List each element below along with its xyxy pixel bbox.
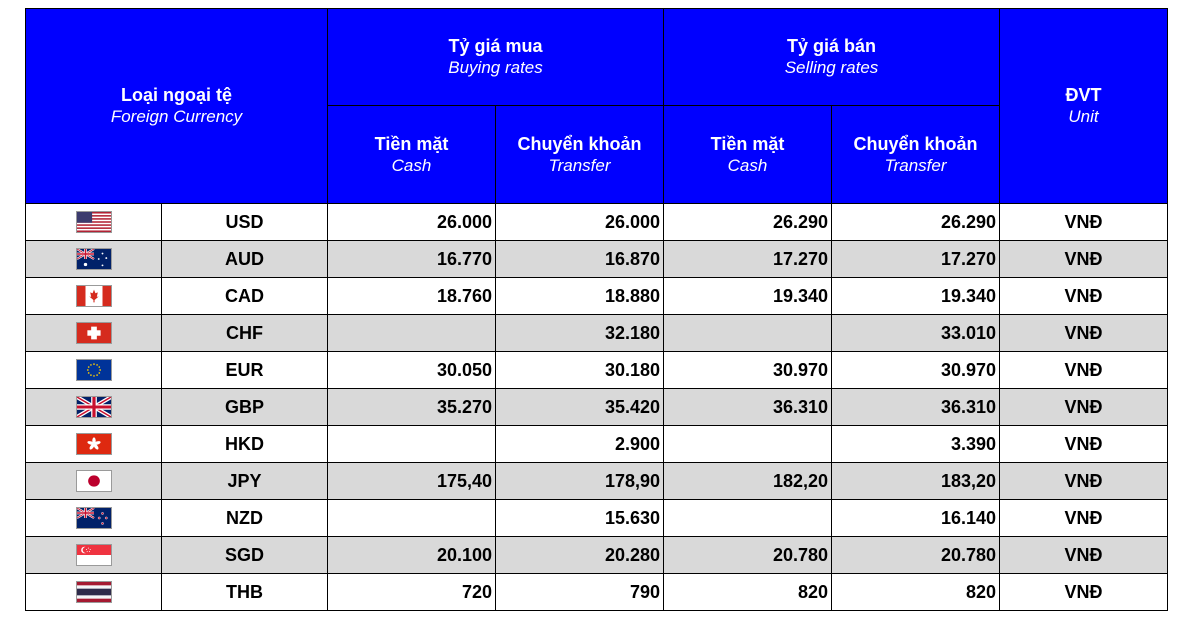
currency-code: EUR [162,352,328,389]
ca-flag-icon [76,285,112,307]
flag-cell [26,463,162,500]
transfer-label-en: Transfer [884,155,947,175]
selling-header-vi: Tỷ giá bán [786,36,876,56]
sell-cash-value [664,500,832,537]
flag-cell [26,204,162,241]
flag-cell [26,352,162,389]
buy-transfer-value: 178,90 [496,463,664,500]
buy-cash-value: 26.000 [328,204,496,241]
sell-transfer-value: 16.140 [832,500,1000,537]
table-row [26,352,1168,389]
jp-flag-icon [76,470,112,492]
sell-cash-value: 36.310 [664,389,832,426]
buy-transfer-value: 18.880 [496,278,664,315]
table-row [26,426,1168,463]
currency-code: NZD [162,500,328,537]
currency-code: HKD [162,426,328,463]
table-row [26,389,1168,426]
sell-cash-value [664,315,832,352]
currency-code: CAD [162,278,328,315]
unit-value: VNĐ [1000,389,1168,426]
transfer-label-en: Transfer [548,155,611,175]
buy-cash-value: 720 [328,574,496,611]
buying-rates-header [328,9,664,106]
flag-cell [26,500,162,537]
table-row [26,500,1168,537]
currency-code: SGD [162,537,328,574]
currency-header-vi: Loại ngoại tệ [120,85,232,105]
sell-transfer-value: 17.270 [832,241,1000,278]
sell-transfer-value: 33.010 [832,315,1000,352]
buy-cash-value: 35.270 [328,389,496,426]
unit-value: VNĐ [1000,352,1168,389]
buy-cash-header [328,106,496,204]
sell-transfer-value: 20.780 [832,537,1000,574]
currency-code: USD [162,204,328,241]
table-row [26,241,1168,278]
au-flag-icon [76,248,112,270]
cash-label-en: Cash [391,155,432,175]
unit-header-vi: ĐVT [1065,85,1102,105]
buy-transfer-value: 32.180 [496,315,664,352]
unit-value: VNĐ [1000,204,1168,241]
buy-cash-value [328,500,496,537]
buy-cash-value: 20.100 [328,537,496,574]
buy-transfer-value: 30.180 [496,352,664,389]
table-row [26,315,1168,352]
buy-transfer-value: 16.870 [496,241,664,278]
currency-code: THB [162,574,328,611]
exchange-rate-board [25,8,1168,611]
buy-transfer-value: 790 [496,574,664,611]
currency-code: CHF [162,315,328,352]
table-row [26,204,1168,241]
cash-label-vi: Tiền mặt [374,133,449,154]
eu-flag-icon [76,359,112,381]
unit-header-en: Unit [1068,107,1099,126]
flag-cell [26,389,162,426]
flag-cell [26,537,162,574]
buy-transfer-header [496,106,664,204]
selling-rates-header [664,9,1000,106]
rate-rows [26,204,1168,611]
unit-value: VNĐ [1000,278,1168,315]
buy-cash-value: 30.050 [328,352,496,389]
buy-cash-value: 175,40 [328,463,496,500]
sell-transfer-value: 26.290 [832,204,1000,241]
unit-value: VNĐ [1000,315,1168,352]
currency-header-en: Foreign Currency [110,107,243,126]
selling-header-en: Selling rates [784,58,879,77]
buy-cash-value [328,426,496,463]
buying-header-en: Buying rates [448,58,543,77]
sell-transfer-value: 36.310 [832,389,1000,426]
unit-header [1000,9,1168,204]
currency-code: GBP [162,389,328,426]
buying-header-vi: Tỷ giá mua [448,36,543,56]
flag-cell [26,574,162,611]
unit-value: VNĐ [1000,500,1168,537]
hk-flag-icon [76,433,112,455]
flag-cell [26,241,162,278]
nz-flag-icon [76,507,112,529]
unit-value: VNĐ [1000,426,1168,463]
buy-cash-value [328,315,496,352]
unit-value: VNĐ [1000,574,1168,611]
flag-cell [26,426,162,463]
buy-transfer-value: 2.900 [496,426,664,463]
buy-transfer-value: 35.420 [496,389,664,426]
sell-transfer-value: 19.340 [832,278,1000,315]
buy-transfer-value: 20.280 [496,537,664,574]
unit-value: VNĐ [1000,241,1168,278]
table-row [26,537,1168,574]
sell-cash-value: 26.290 [664,204,832,241]
table-row [26,278,1168,315]
currency-code: JPY [162,463,328,500]
gb-flag-icon [76,396,112,418]
buy-transfer-value: 26.000 [496,204,664,241]
sell-cash-value: 182,20 [664,463,832,500]
table-row [26,574,1168,611]
cash-label-vi: Tiền mặt [710,133,785,154]
sg-flag-icon [76,544,112,566]
currency-code: AUD [162,241,328,278]
table-row [26,463,1168,500]
exchange-rate-table [25,8,1168,611]
sell-transfer-header [832,106,1000,204]
transfer-label-vi: Chuyển khoản [517,133,642,154]
sell-cash-header [664,106,832,204]
sell-transfer-value: 30.970 [832,352,1000,389]
flag-cell [26,315,162,352]
sell-cash-value: 30.970 [664,352,832,389]
sell-cash-value [664,426,832,463]
sell-cash-value: 20.780 [664,537,832,574]
buy-transfer-value: 15.630 [496,500,664,537]
flag-cell [26,278,162,315]
sell-cash-value: 17.270 [664,241,832,278]
buy-cash-value: 18.760 [328,278,496,315]
sell-transfer-value: 3.390 [832,426,1000,463]
th-flag-icon [76,581,112,603]
unit-value: VNĐ [1000,463,1168,500]
sell-transfer-value: 820 [832,574,1000,611]
sell-transfer-value: 183,20 [832,463,1000,500]
sell-cash-value: 820 [664,574,832,611]
unit-value: VNĐ [1000,537,1168,574]
currency-header [26,9,328,204]
cash-label-en: Cash [727,155,768,175]
us-flag-icon [76,211,112,233]
sell-cash-value: 19.340 [664,278,832,315]
buy-cash-value: 16.770 [328,241,496,278]
ch-flag-icon [76,322,112,344]
transfer-label-vi: Chuyển khoản [853,133,978,154]
